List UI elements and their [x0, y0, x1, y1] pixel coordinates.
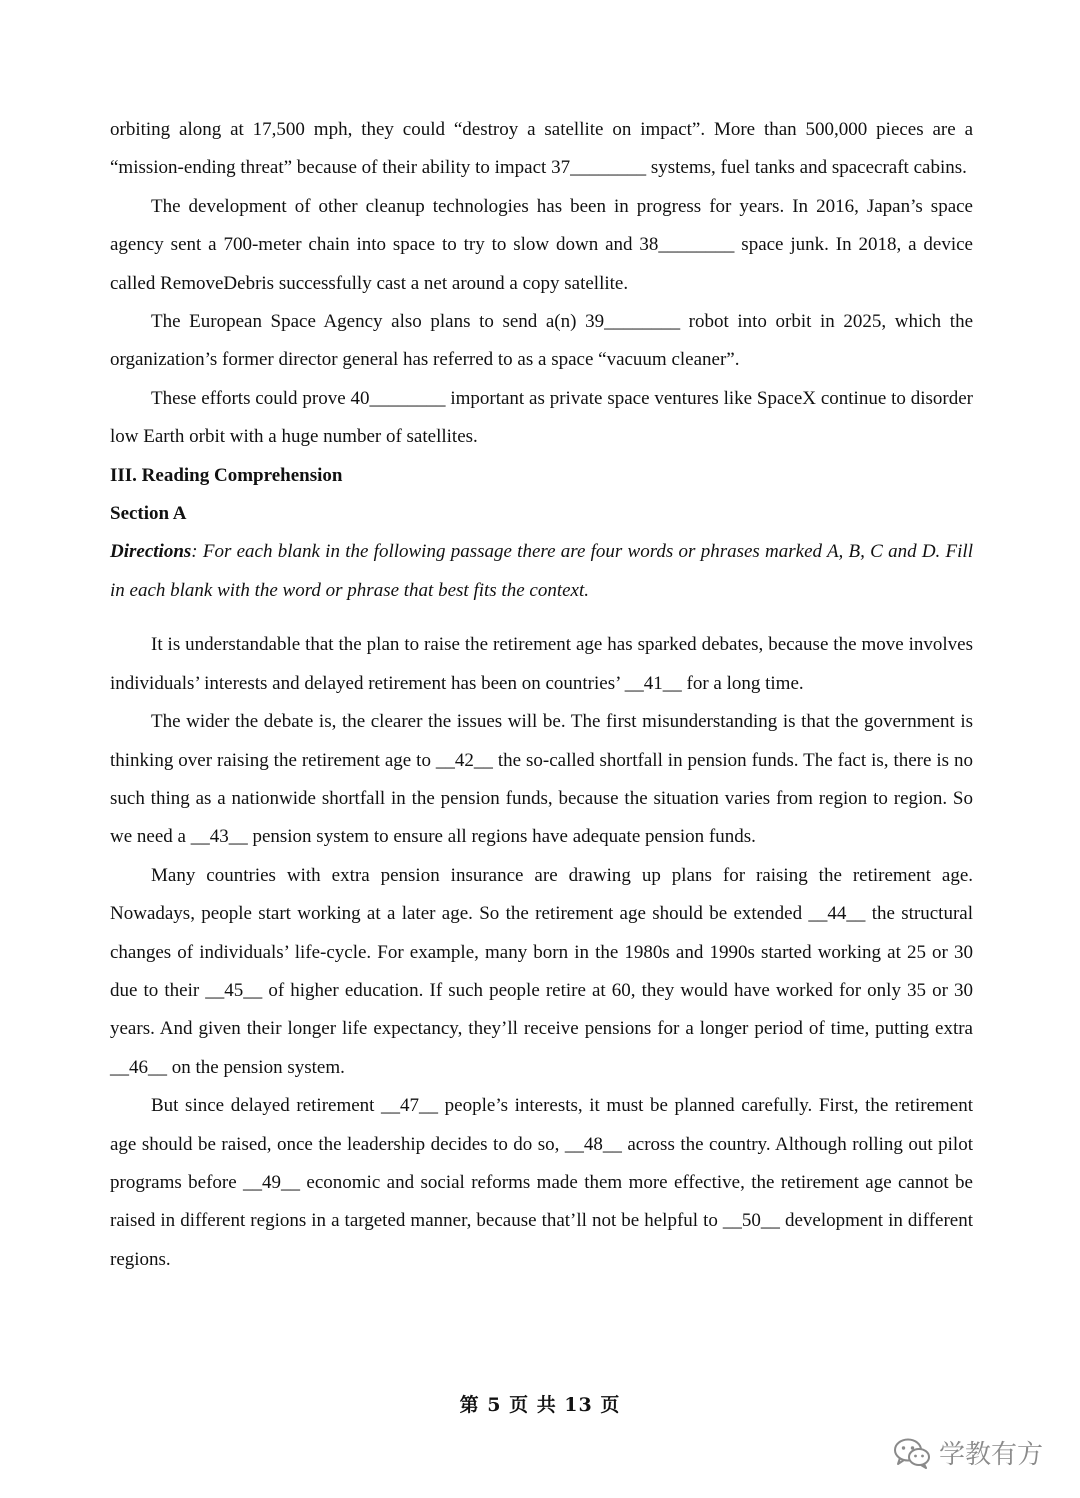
directions: [110, 533, 973, 610]
passage-paragraph-1: It is understandable that the plan to raise the retirement age has sparked debates, because the move involves individuals’ interests and delayed retirement has been on countries’ __41__ for a long time.: [110, 634, 973, 694]
passage-paragraph-2: The wider the debate is, the clearer the issues will be. The first misunderstanding is that the government is thinking over raising the retirement age to __42__ the so-called shortfall in pension funds. The fact is, there is no such thing as a nationwide shortfall in the pension funds, because the situation varies from region to region. So we need a __43__ pension system to ensure all regions have adequate pension funds.: [110, 711, 973, 848]
passage-continued-paragraph-2: The development of other cleanup technologies has been in progress for years. In 2016, Japan’s space agency sent a 700-meter chain into space to try to slow down and 38________ space junk. In 2018, a device called RemoveDebris successfully cast a net around a copy satellite.: [110, 195, 973, 294]
watermark-text: 学教有方: [939, 1440, 1044, 1470]
document-page: [110, 111, 973, 1279]
subsection-heading: Section A: [110, 503, 187, 525]
directions-label: Directions: [110, 541, 192, 563]
directions-text: : For each blank in the following passage there are four words or phrases marked A, B, C and D. Fill in each blank with the word or phrase that best fits the context.: [110, 541, 973, 601]
passage-paragraph-4: But since delayed retirement __47__ people’s interests, it must be planned carefully. First, the retirement age should be raised, once the leadership decides to do so, __48__ across the country. Although rolling out pilot programs before __49__ economic and social reforms made them more effective, the retirement age cannot be raised in different regions in a targeted manner, because that’ll not be helpful to __50__ development in different regions.: [110, 1095, 973, 1270]
section-heading: III. Reading Comprehension: [110, 464, 343, 486]
passage-continued-paragraph-3: The European Space Agency also plans to send a(n) 39________ robot into orbit in 2025, which the organization’s former director general has referred to as a space “vacuum cleaner”.: [110, 311, 973, 371]
passage-paragraph-3: Many countries with extra pension insurance are drawing up plans for raising the retirement age. Nowadays, people start working at a later age. So the retirement age should be extended __44__ the structural changes of individuals’ life-cycle. For example, many born in the 1980s and 1990s started working at 25 or 30 due to their __45__ of higher education. If such people retire at 60, they would have worked for only 35 or 30 years. And given their longer life expectancy, they’ll receive pensions for a longer period of time, putting extra __46__ on the pension system.: [110, 864, 973, 1078]
passage-continued-paragraph-1: orbiting along at 17,500 mph, they could “destroy a satellite on impact”. More than 500,000 pieces are a “mission-ending threat” because of their ability to impact 37________ systems, fuel tanks and spacecraft cabins.: [110, 119, 973, 179]
watermark: [893, 1434, 1043, 1471]
page-number-footer: 第 5 页 共 13 页: [459, 1394, 621, 1416]
wechat-icon: [893, 1437, 931, 1469]
passage-continued-paragraph-4: These efforts could prove 40________ important as private space ventures like SpaceX continue to disorder low Earth orbit with a huge number of satellites.: [110, 387, 973, 448]
